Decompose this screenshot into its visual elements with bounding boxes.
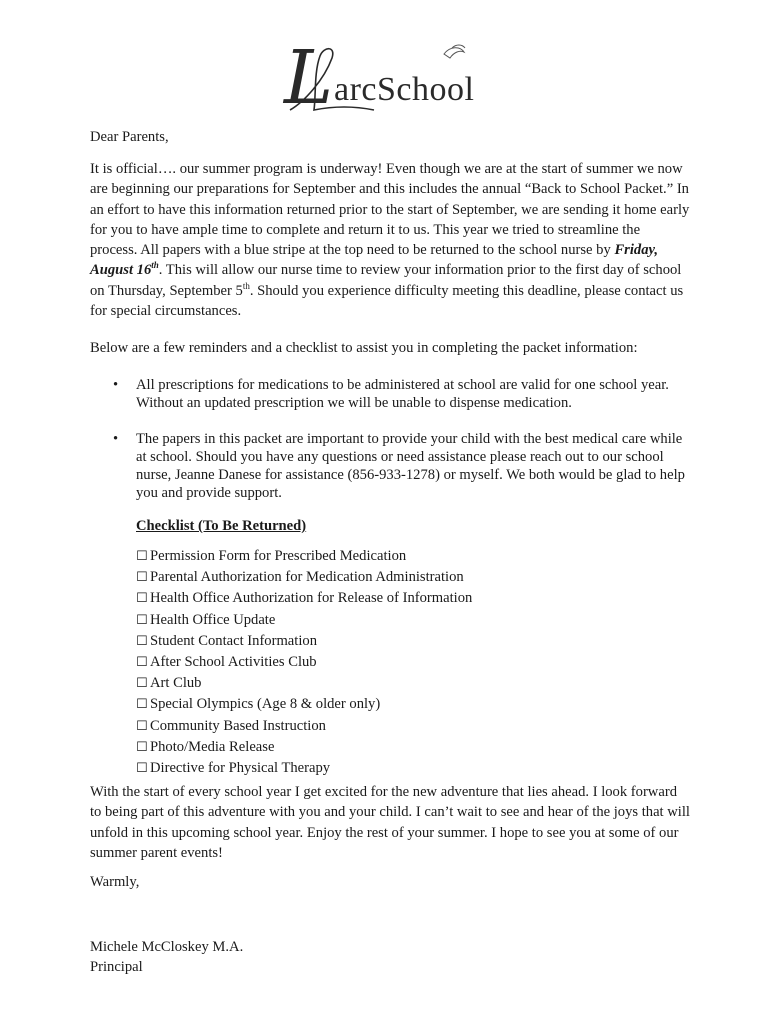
checkbox-icon[interactable]: ☐ — [136, 570, 148, 586]
reminder-item: • The papers in this packet are important to provide your child with the best medical care while at school. Should you have any questions or need assistance please reach out to our school nurse, Jeanne Danese for assistance (856-933-1278) or myself. We both would be glad to help you and provide support. — [113, 430, 685, 502]
letter-paragraph-intro — [90, 159, 690, 321]
signer-title: Principal — [90, 959, 143, 976]
intro-text-part1: It is official…. our summer program is underway! Even though we are at the start of summer we now are beginning our preparations for September and this includes the annual “Back to School Packet.” In an effort to have this information returned prior to the start of September, we are sending it home early for you to have ample time to complete and return it to us. This year we tried to streamline the process. All papers with a blue stripe at the top need to be returned to the school nurse by — [90, 161, 690, 259]
checkbox-icon[interactable]: ☐ — [136, 633, 148, 649]
checklist-item[interactable]: ☐ Directive for Physical Therapy — [136, 758, 696, 779]
checklist-item[interactable]: ☐ Health Office Update — [136, 610, 696, 631]
checklist-item[interactable]: ☐ Art Club — [136, 673, 696, 694]
first-day-sup: th — [242, 280, 250, 291]
bullet-icon: • — [113, 430, 119, 447]
letter-paragraph-closing: With the start of every school year I get excited for the new adventure that lies ahead. I look forward to being part of this adventure with you and your child. I can’t wait to see and hear of the joys that will unfold in this upcoming school year. Enjoy the rest of your summer. I hope to see you at some of our summer parent events! — [90, 784, 690, 861]
checklist-item[interactable]: ☐ Special Olympics (Age 8 & older only) — [136, 694, 696, 715]
letter-greeting: Dear Parents, — [90, 129, 169, 145]
checklist-item[interactable]: ☐ After School Activities Club — [136, 652, 696, 673]
checklist-title: Checklist (To Be Returned) — [136, 518, 307, 534]
checkbox-icon[interactable]: ☐ — [136, 591, 148, 607]
bullet-icon: • — [113, 377, 119, 393]
checkbox-icon[interactable]: ☐ — [136, 676, 148, 692]
deadline-date: Friday, August 16th — [90, 242, 659, 279]
intro-text-part2: . This will allow our nurse time to review your information prior to the first day of school on Thursday, September 5 — [90, 262, 682, 299]
letter-signoff: Warmly, — [90, 874, 140, 890]
checklist-item[interactable]: ☐ Student Contact Information — [136, 631, 696, 652]
signer-name: Michele McCloskey M.A. — [90, 939, 244, 955]
checklist-item[interactable]: ☐ Health Office Authorization for Release of Information — [136, 588, 696, 609]
reminder-list — [90, 376, 690, 503]
checkbox-icon[interactable]: ☐ — [136, 612, 148, 628]
logo-initial: L — [284, 35, 334, 121]
checklist-item[interactable]: ☐ Photo/Media Release — [136, 737, 696, 758]
checkbox-icon[interactable]: ☐ — [136, 739, 148, 755]
checklist-item[interactable]: ☐ Parental Authorization for Medication Administration — [136, 567, 696, 588]
letter-paragraph-reminders-intro: Below are a few reminders and a checklist to assist you in completing the packet information: — [90, 340, 638, 356]
checklist-item[interactable]: ☐ Permission Form for Prescribed Medication — [136, 546, 696, 567]
logo-wordmark: arcSchool — [334, 71, 475, 108]
signature-block — [90, 937, 690, 978]
checkbox-icon[interactable]: ☐ — [136, 697, 148, 713]
checkbox-icon[interactable]: ☐ — [136, 655, 148, 671]
checkbox-icon[interactable]: ☐ — [136, 761, 148, 777]
checklist-item[interactable]: ☐ Community Based Instruction — [136, 716, 696, 737]
larc-school-logo — [284, 35, 494, 121]
checkbox-icon[interactable]: ☐ — [136, 549, 148, 564]
reminder-item: • All prescriptions for medications to be administered at school are valid for one school year. Without an updated prescription we will be unable to dispense medication. — [113, 377, 669, 412]
checklist — [136, 516, 696, 779]
intro-text-part3: . Should you experience difficulty meeting this deadline, please contact us for special circumstances. — [90, 282, 684, 320]
checkbox-icon[interactable]: ☐ — [136, 718, 148, 734]
